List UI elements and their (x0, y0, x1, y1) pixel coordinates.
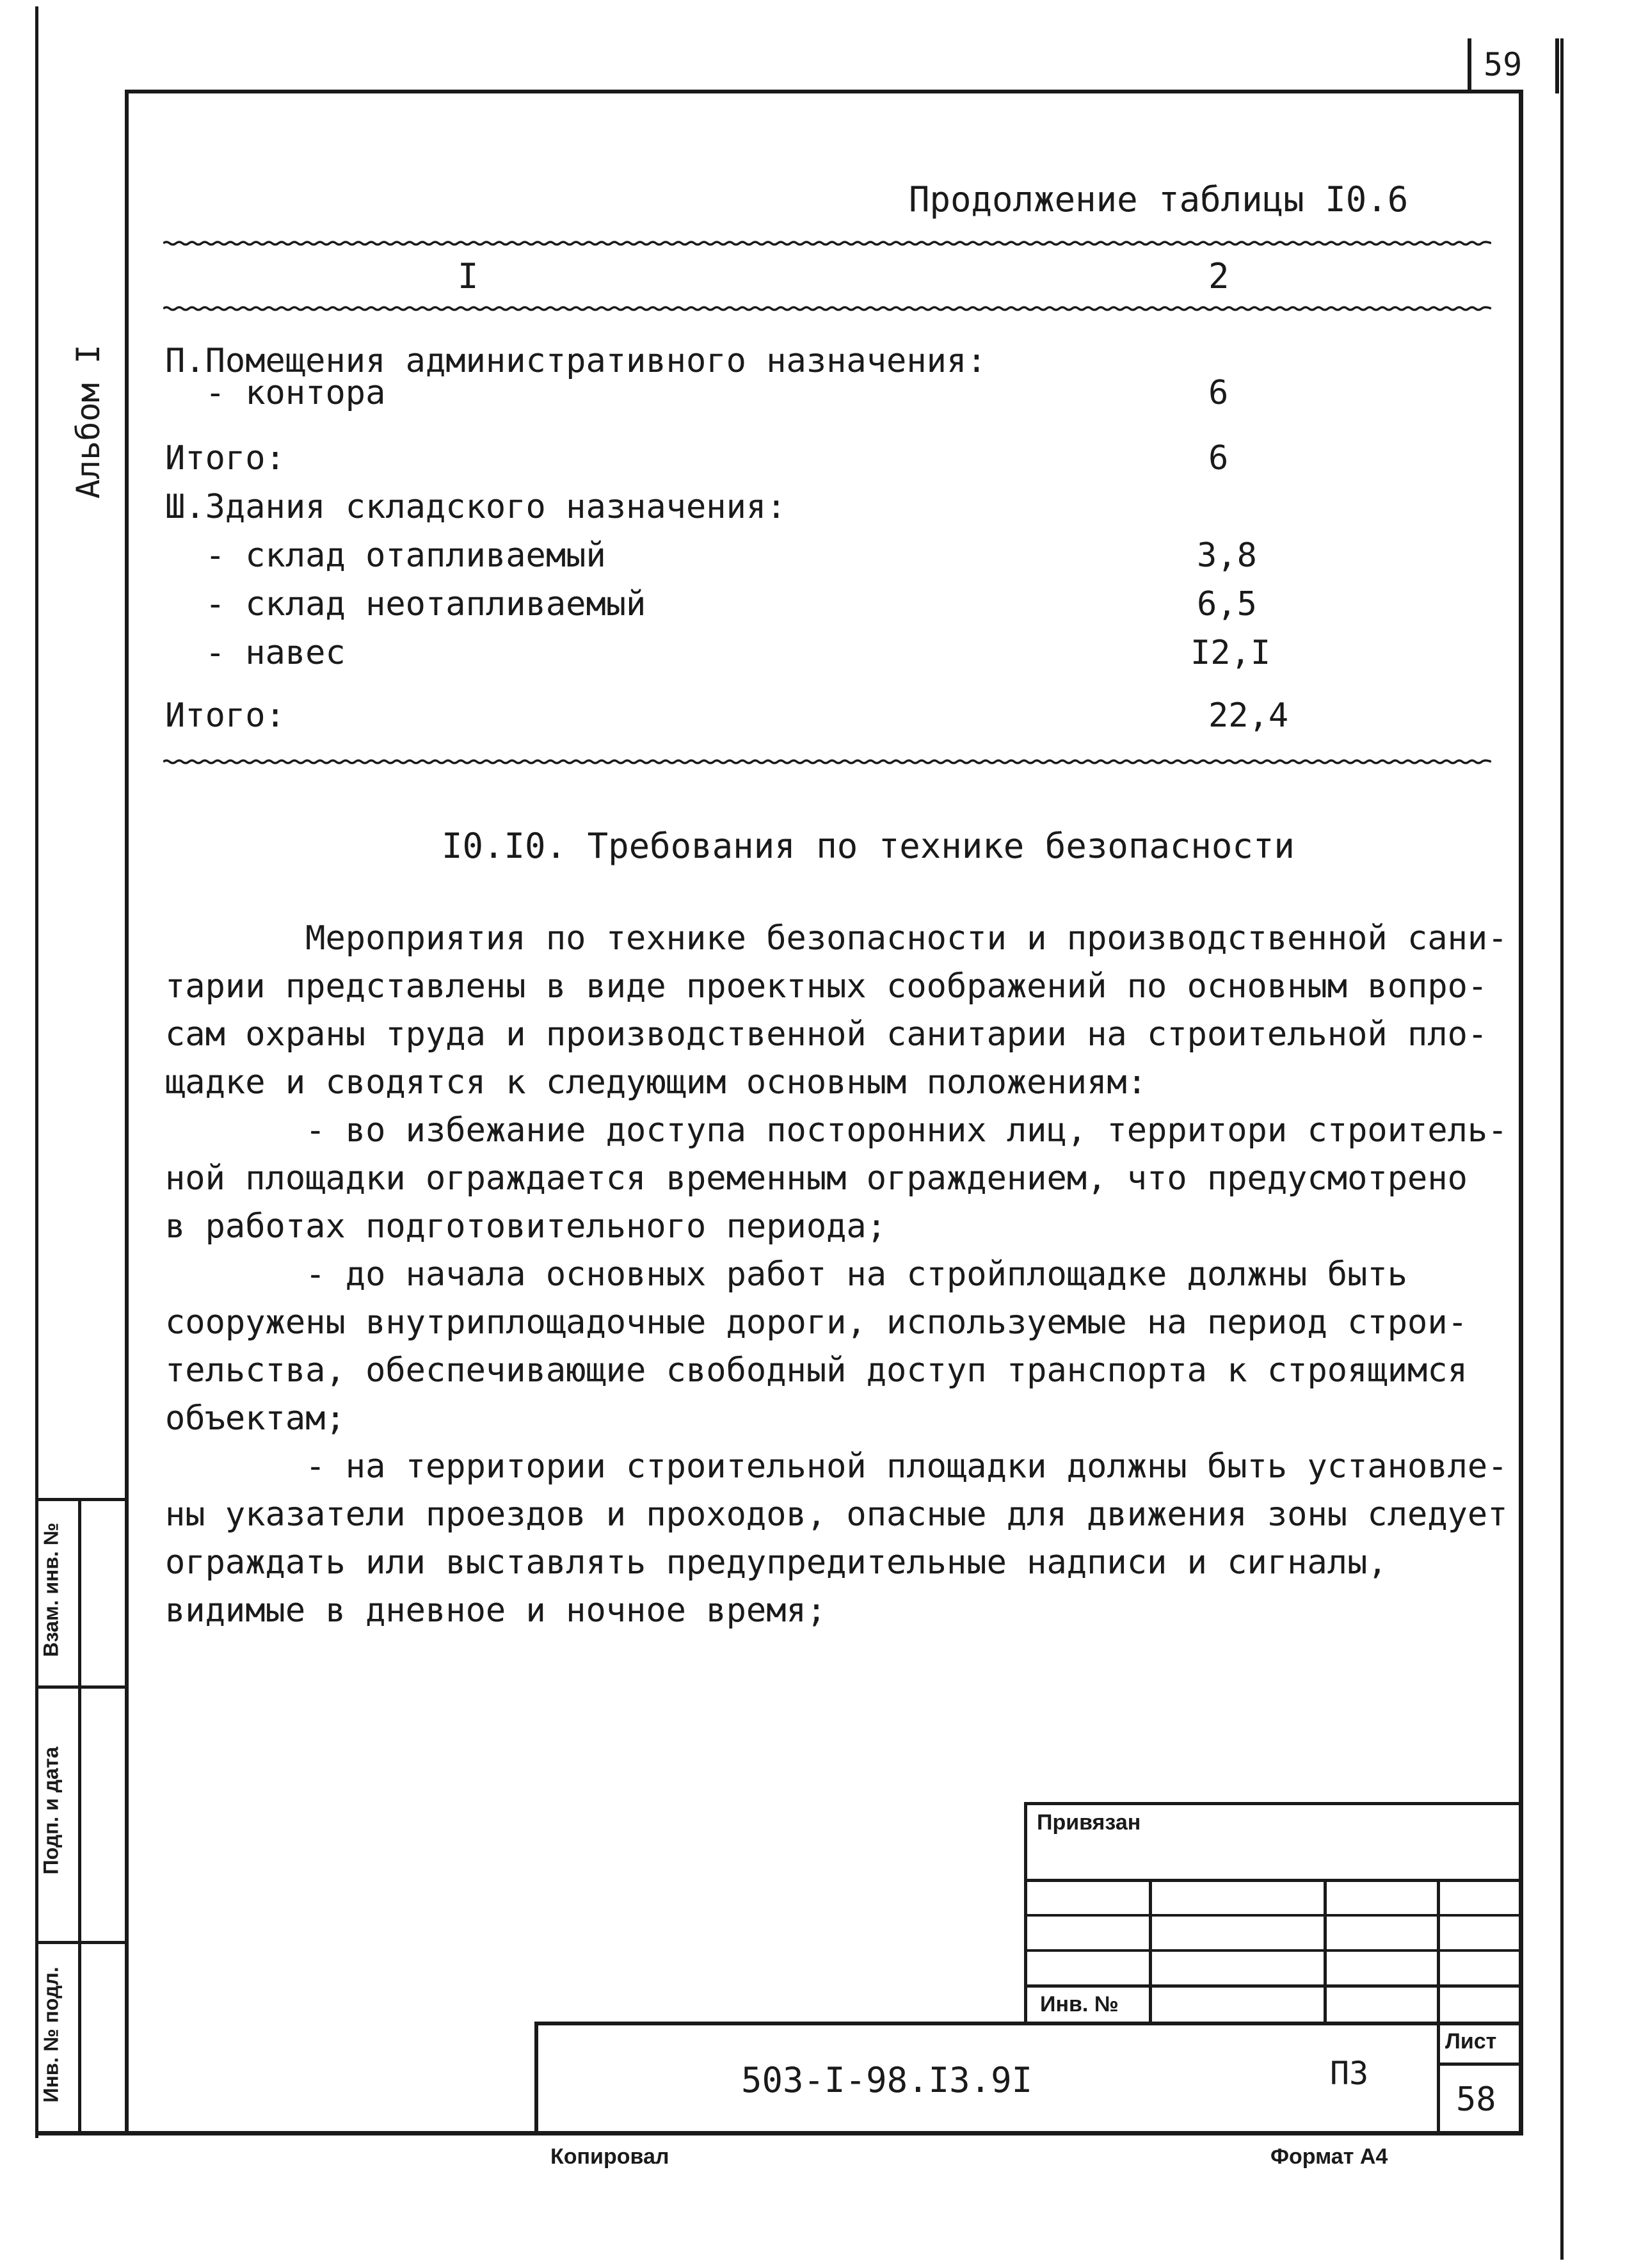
table-row-label: Итого: (165, 696, 285, 735)
table-header-rule (163, 306, 1491, 311)
doc-code: 503-I-98.I3.9I (741, 2060, 1033, 2100)
body-line: - до начала основных работ на стройплощадке должны быть (165, 1255, 1408, 1294)
table-row-label: Итого: (165, 439, 285, 478)
stamp-field-signature-date: Подп. и дата (39, 1746, 63, 1875)
stamp-field-replace-inv: Взам. инв. № (39, 1522, 63, 1657)
titleblock-main-left (534, 2022, 538, 2135)
body-line: объектам; (165, 1399, 346, 1438)
table-row-label: Ш.Здания складского назначения: (165, 488, 787, 526)
table-col-header-1: I (458, 256, 479, 296)
inv-label: Инв. № (1040, 1992, 1119, 2016)
table-row-label: - склад отапливаемый (165, 536, 606, 575)
titleblock-col-2 (1324, 1879, 1327, 2023)
titleblock-sheet-row (1437, 2063, 1523, 2066)
body-line: в работах подготовительного периода; (165, 1207, 887, 1246)
titleblock-main-top (534, 2022, 1523, 2025)
table-row-value: 22,4 (1208, 696, 1289, 735)
titleblock-row-2 (1024, 1914, 1523, 1917)
stamp-field-inv-original: Инв. № подл. (39, 1966, 63, 2103)
titleblock-sheet-col (1437, 2022, 1440, 2135)
table-heading: Продолжение таблицы I0.6 (909, 179, 1409, 220)
frame-bottom (35, 2131, 1523, 2135)
album-label: Альбом I (70, 344, 107, 499)
section-title: I0.I0. Требования по технике безопасности (442, 826, 1295, 866)
page-number-box-right (1555, 38, 1559, 93)
right-trim-rule (1560, 38, 1564, 2260)
stamp-divider-1 (35, 1685, 125, 1689)
stamp-column-top (35, 1498, 125, 1501)
titleblock-row-1 (1024, 1879, 1523, 1882)
table-row-value: 6 (1208, 374, 1229, 412)
format-label: Формат А4 (1270, 2144, 1388, 2169)
titleblock-col-3 (1437, 1879, 1440, 2023)
page-number: 59 (1484, 46, 1523, 83)
page-number-box-left (1468, 38, 1471, 93)
table-row-value: 3,8 (1197, 536, 1257, 575)
table-row-label: - контора (165, 374, 386, 412)
table-bottom-rule (163, 759, 1491, 764)
sheet-number: 58 (1456, 2080, 1496, 2119)
titleblock-upper-top (1024, 1802, 1523, 1805)
sheet-label: Лист (1445, 2029, 1497, 2054)
table-col-header-2: 2 (1208, 256, 1229, 296)
stamp-divider-2 (35, 1941, 125, 1944)
left-margin-rule (35, 6, 38, 2138)
titleblock-upper-left (1024, 1802, 1027, 2023)
table-row-label: - склад неотапливаемый (165, 585, 646, 623)
body-line: щадке и сводятся к следующим основным положениям: (165, 1063, 1148, 1102)
table-row-value: 6,5 (1197, 585, 1257, 623)
body-line: ограждать или выставлять предупредительные надписи и сигналы, (165, 1543, 1388, 1582)
body-line: ны указатели проездов и проходов, опасные для движения зоны следует (165, 1495, 1508, 1534)
table-top-rule (163, 241, 1491, 246)
body-line: сам охраны труда и производственной санитарии на строительной пло- (165, 1015, 1488, 1054)
body-line: - во избежание доступа посторонних лиц, территори строитель- (165, 1111, 1508, 1150)
frame-left (125, 90, 129, 2135)
table-row-label: П.Помещения административного назначения: (165, 342, 987, 380)
doc-type: ПЗ (1330, 2055, 1369, 2092)
table-row-value: I2,I (1190, 634, 1271, 672)
frame-top (125, 90, 1523, 93)
titleblock-col-1 (1149, 1879, 1152, 2023)
frame-right (1519, 90, 1523, 2135)
privyazan-label: Привязан (1037, 1810, 1141, 1835)
table-row-value: 6 (1208, 439, 1229, 478)
body-line: ной площадки ограждается временным ограждением, что предусмотрено (165, 1159, 1468, 1198)
body-line: тарии представлены в виде проектных соображений по основным вопро- (165, 967, 1488, 1006)
stamp-column-right (78, 1498, 81, 2135)
titleblock-row-4 (1024, 1984, 1523, 1988)
copied-label: Копировал (550, 2144, 669, 2169)
body-line: Мероприятия по технике безопасности и производственной сани- (165, 919, 1508, 958)
table-row-label: - навес (165, 634, 346, 672)
titleblock-row-3 (1024, 1949, 1523, 1952)
body-line: видимые в дневное и ночное время; (165, 1591, 827, 1630)
body-line: - на территории строительной площадки должны быть установле- (165, 1447, 1508, 1486)
body-line: сооружены внутриплощадочные дороги, используемые на период строи- (165, 1303, 1468, 1342)
body-line: тельства, обеспечивающие свободный доступ транспорта к строящимся (165, 1351, 1468, 1390)
